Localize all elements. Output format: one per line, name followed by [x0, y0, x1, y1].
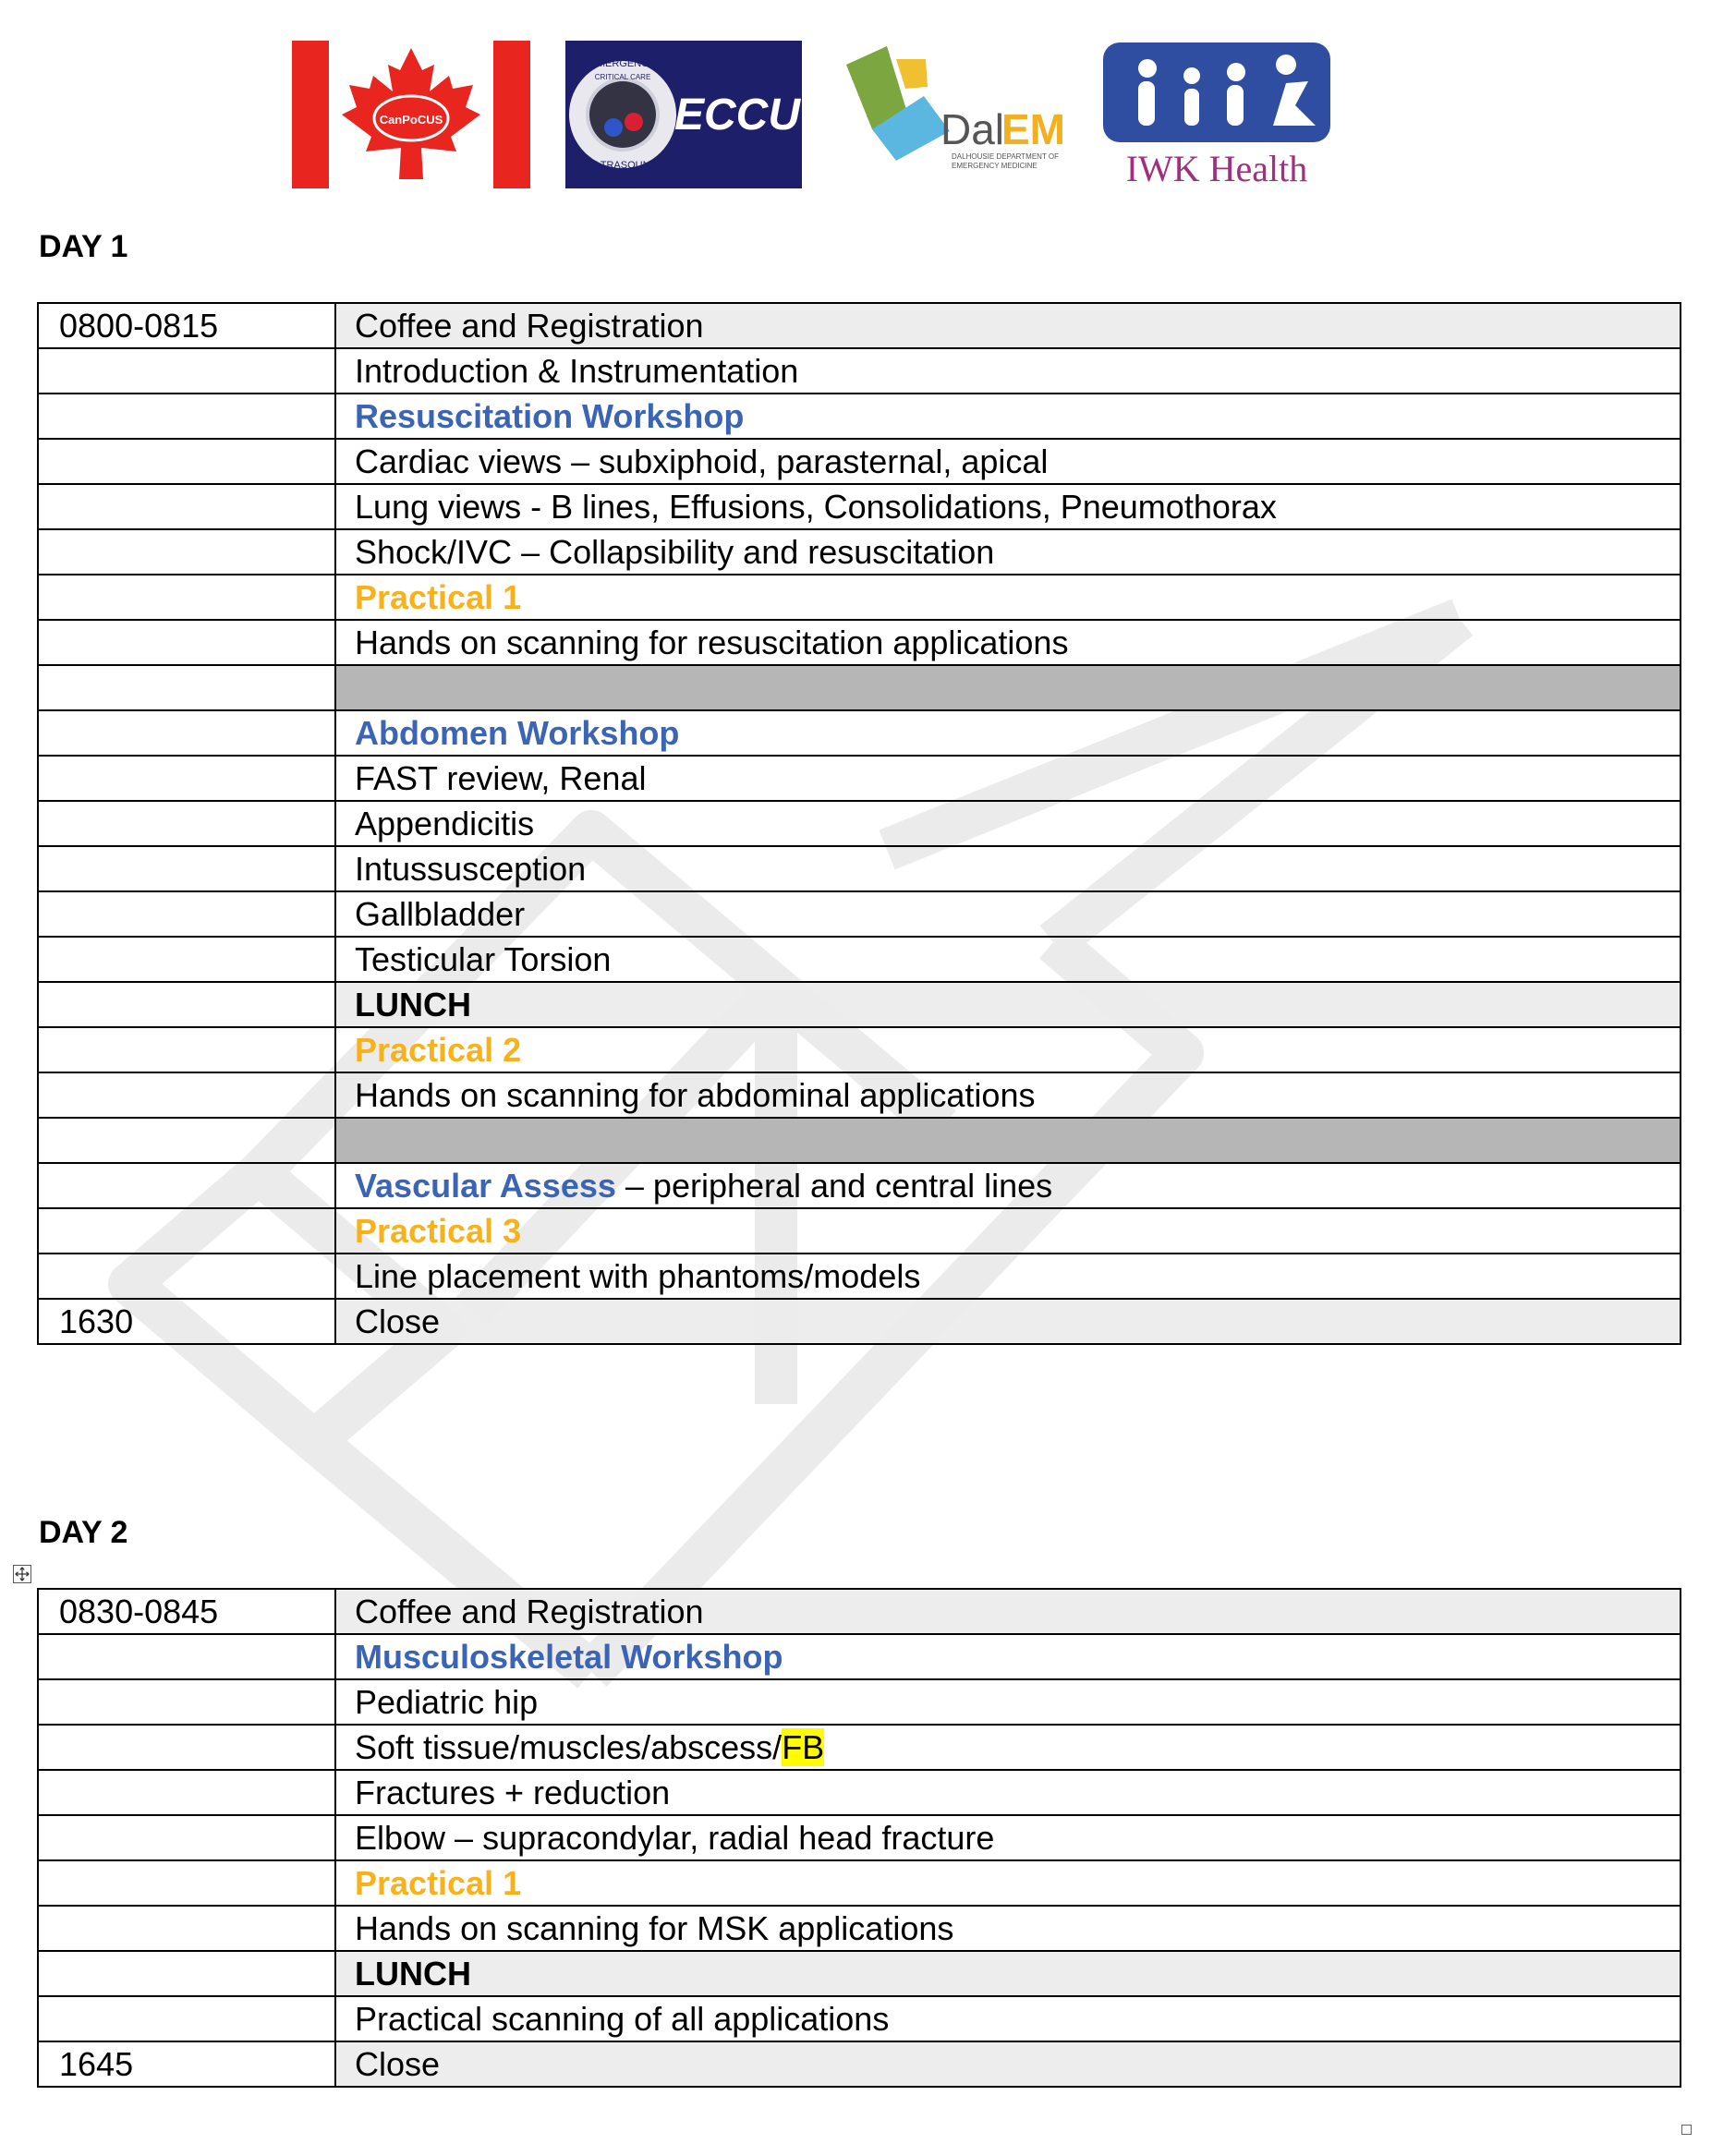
time-cell	[38, 665, 335, 710]
table-row	[38, 2041, 1681, 2087]
activity-cell: Appendicitis	[335, 801, 1681, 846]
activity-cell: FAST review, Renal	[335, 756, 1681, 801]
table-row	[38, 1254, 1681, 1299]
table-row	[38, 1163, 1681, 1208]
soft-tissue-text: Soft tissue/muscles/abscess/	[355, 1727, 783, 1766]
iwk-logo-text: IWK Health	[1125, 148, 1308, 189]
table-row	[38, 620, 1681, 665]
table-row	[38, 1951, 1681, 1996]
table-row	[38, 439, 1681, 484]
time-cell	[38, 1725, 335, 1770]
time-cell	[38, 1027, 335, 1072]
time-cell	[38, 710, 335, 756]
canpocus-logo-text: CanPoCUS	[379, 113, 443, 127]
table-row	[38, 982, 1681, 1027]
table-row	[38, 484, 1681, 529]
time-cell	[38, 1770, 335, 1815]
time-cell	[38, 982, 335, 1027]
table-row	[38, 1906, 1681, 1951]
activity-cell	[335, 1163, 1681, 1208]
dalem-sub2: EMERGENCY MEDICINE	[952, 162, 1038, 170]
activity-cell: Hands on scanning for MSK applications	[335, 1906, 1681, 1951]
activity-cell: Coffee and Registration	[335, 1589, 1681, 1634]
time-cell	[38, 484, 335, 529]
eccu-ring-bottom: ULTRASOUND	[588, 160, 658, 171]
lunch-cell: LUNCH	[335, 1951, 1681, 1996]
table-row	[38, 801, 1681, 846]
time-cell	[38, 620, 335, 665]
time-cell	[38, 756, 335, 801]
activity-cell: Gallbladder	[335, 891, 1681, 937]
eccu-ring-mid: CRITICAL CARE	[594, 73, 651, 81]
activity-cell: Introduction & Instrumentation	[335, 348, 1681, 394]
time-cell	[38, 1254, 335, 1299]
activity-cell: Line placement with phantoms/models	[335, 1254, 1681, 1299]
table-row	[38, 1996, 1681, 2041]
time-cell	[38, 1951, 335, 1996]
table-row	[38, 846, 1681, 891]
activity-cell: Practical scanning of all applications	[335, 1996, 1681, 2041]
time-cell	[38, 1163, 335, 1208]
time-cell	[38, 1996, 335, 2041]
activity-cell: Intussusception	[335, 846, 1681, 891]
dalem-dal-text: Dal	[940, 105, 1005, 153]
time-cell: 0800-0815	[38, 303, 335, 348]
time-cell: 1630	[38, 1299, 335, 1344]
time-cell	[38, 937, 335, 982]
time-cell	[38, 846, 335, 891]
sponsor-logos	[0, 41, 1711, 194]
table-row	[38, 891, 1681, 937]
time-cell	[38, 394, 335, 439]
practical-title-cell: Practical 1	[335, 1860, 1681, 1906]
activity-cell: Elbow – supracondylar, radial head fracture	[335, 1815, 1681, 1860]
time-cell	[38, 439, 335, 484]
table-row	[38, 937, 1681, 982]
time-cell	[38, 1118, 335, 1163]
activity-cell: Close	[335, 2041, 1681, 2087]
practical-title-cell: Practical 2	[335, 1027, 1681, 1072]
vascular-title: Vascular Assess	[355, 1166, 616, 1205]
table-row	[38, 1118, 1681, 1163]
table-row	[38, 1860, 1681, 1906]
table-row	[38, 1208, 1681, 1254]
practical-title-cell: Practical 3	[335, 1208, 1681, 1254]
table-row	[38, 1299, 1681, 1344]
table-row	[38, 1072, 1681, 1118]
table-row	[38, 756, 1681, 801]
table-row	[38, 1725, 1681, 1770]
activity-cell: Hands on scanning for abdominal applications	[335, 1072, 1681, 1118]
time-cell	[38, 1679, 335, 1725]
activity-cell: Hands on scanning for resuscitation applications	[335, 620, 1681, 665]
dalem-logo	[841, 41, 1074, 194]
day2-schedule-table	[37, 1588, 1681, 2088]
time-cell: 1645	[38, 2041, 335, 2087]
time-cell	[38, 575, 335, 620]
table-row	[38, 575, 1681, 620]
time-cell	[38, 529, 335, 575]
activity-cell: Close	[335, 1299, 1681, 1344]
time-cell	[38, 1815, 335, 1860]
activity-cell: Pediatric hip	[335, 1679, 1681, 1725]
eccu-logo-text: ECCU	[673, 91, 801, 139]
activity-cell: Lung views - B lines, Effusions, Consolidations, Pneumothorax	[335, 484, 1681, 529]
practical-title-cell: Practical 1	[335, 575, 1681, 620]
day2-heading: DAY 2	[39, 1515, 128, 1550]
time-cell	[38, 348, 335, 394]
table-row	[38, 665, 1681, 710]
table-row	[38, 1027, 1681, 1072]
table-row	[38, 394, 1681, 439]
workshop-title-cell: Abdomen Workshop	[335, 710, 1681, 756]
table-row	[38, 1679, 1681, 1725]
vascular-suffix: – peripheral and central lines	[615, 1166, 1053, 1205]
lunch-cell: LUNCH	[335, 982, 1681, 1027]
time-cell	[38, 1072, 335, 1118]
highlighted-text: FB	[782, 1727, 825, 1766]
table-resize-handle[interactable]	[1681, 2125, 1692, 2135]
dalem-sub1: DALHOUSIE DEPARTMENT OF	[952, 152, 1060, 161]
table-row	[38, 348, 1681, 394]
activity-cell: Coffee and Registration	[335, 303, 1681, 348]
activity-cell: Cardiac views – subxiphoid, parasternal, apical	[335, 439, 1681, 484]
day1-heading: DAY 1	[39, 229, 128, 264]
table-row	[38, 1589, 1681, 1634]
activity-cell	[335, 1725, 1681, 1770]
time-cell	[38, 1906, 335, 1951]
break-cell	[335, 1118, 1681, 1163]
activity-cell: Testicular Torsion	[335, 937, 1681, 982]
time-cell	[38, 1634, 335, 1679]
activity-cell: Shock/IVC – Collapsibility and resuscitation	[335, 529, 1681, 575]
activity-cell: Fractures + reduction	[335, 1770, 1681, 1815]
table-row	[38, 710, 1681, 756]
time-cell	[38, 1860, 335, 1906]
time-cell	[38, 801, 335, 846]
table-row	[38, 1770, 1681, 1815]
table-row	[38, 1815, 1681, 1860]
eccu-logo	[565, 41, 802, 188]
table-row	[38, 303, 1681, 348]
time-cell: 0830-0845	[38, 1589, 335, 1634]
canpocus-logo	[292, 41, 530, 188]
table-row	[38, 529, 1681, 575]
day1-schedule-table	[37, 302, 1681, 1345]
time-cell	[38, 891, 335, 937]
table-move-handle-icon[interactable]	[13, 1565, 31, 1583]
eccu-ring-top: EMERGENCY	[589, 58, 656, 69]
time-cell	[38, 1208, 335, 1254]
workshop-title-cell: Musculoskeletal Workshop	[335, 1634, 1681, 1679]
dalem-em-text: EM	[1001, 105, 1065, 153]
workshop-title-cell: Resuscitation Workshop	[335, 394, 1681, 439]
break-cell	[335, 665, 1681, 710]
iwk-logo	[1101, 41, 1332, 194]
table-row	[38, 1634, 1681, 1679]
